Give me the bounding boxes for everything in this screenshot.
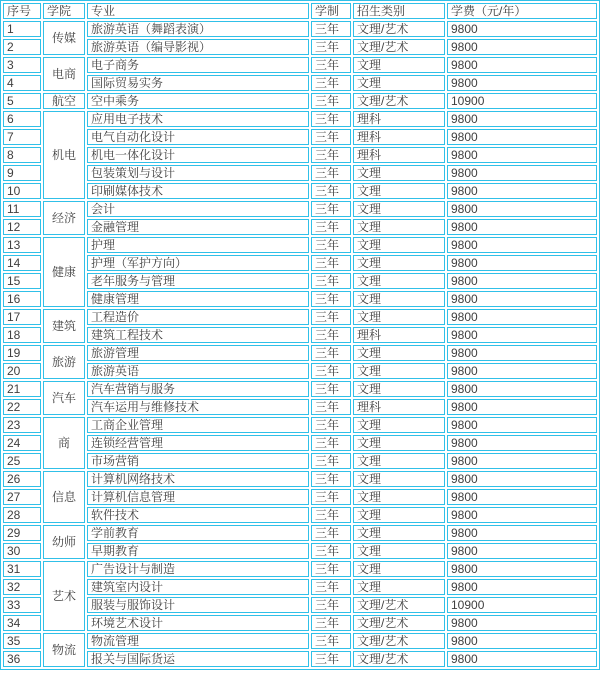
fee-cell: 10900 bbox=[447, 597, 597, 613]
major-cell: 早期教育 bbox=[87, 543, 309, 559]
duration-cell: 三年 bbox=[311, 363, 351, 379]
college-cell: 汽车 bbox=[43, 381, 85, 415]
major-cell: 建筑工程技术 bbox=[87, 327, 309, 343]
major-cell: 旅游英语（编导影视） bbox=[87, 39, 309, 55]
college-cell: 艺术 bbox=[43, 561, 85, 631]
fee-cell: 9800 bbox=[447, 75, 597, 91]
table-row bbox=[3, 399, 597, 415]
row-number-cell: 34 bbox=[3, 615, 41, 631]
category-cell: 文理 bbox=[353, 345, 445, 361]
category-cell: 文理/艺术 bbox=[353, 93, 445, 109]
category-cell: 文理 bbox=[353, 453, 445, 469]
major-cell: 护理（军护方向） bbox=[87, 255, 309, 271]
row-number-cell: 15 bbox=[3, 273, 41, 289]
fee-cell: 9800 bbox=[447, 237, 597, 253]
duration-cell: 三年 bbox=[311, 327, 351, 343]
row-number-cell: 33 bbox=[3, 597, 41, 613]
table-row bbox=[3, 633, 597, 649]
major-cell: 电子商务 bbox=[87, 57, 309, 73]
duration-cell: 三年 bbox=[311, 21, 351, 37]
duration-cell: 三年 bbox=[311, 417, 351, 433]
major-cell: 学前教育 bbox=[87, 525, 309, 541]
fee-cell: 9800 bbox=[447, 633, 597, 649]
fee-cell: 9800 bbox=[447, 273, 597, 289]
duration-cell: 三年 bbox=[311, 165, 351, 181]
category-cell: 理科 bbox=[353, 111, 445, 127]
major-cell: 会计 bbox=[87, 201, 309, 217]
duration-cell: 三年 bbox=[311, 543, 351, 559]
table-row bbox=[3, 363, 597, 379]
category-cell: 文理/艺术 bbox=[353, 633, 445, 649]
row-number-cell: 29 bbox=[3, 525, 41, 541]
category-cell: 文理 bbox=[353, 561, 445, 577]
major-cell: 包装策划与设计 bbox=[87, 165, 309, 181]
fee-cell: 9800 bbox=[447, 543, 597, 559]
category-cell: 文理/艺术 bbox=[353, 597, 445, 613]
category-cell: 文理/艺术 bbox=[353, 615, 445, 631]
table-row bbox=[3, 417, 597, 433]
fee-cell: 9800 bbox=[447, 165, 597, 181]
table-row bbox=[3, 129, 597, 145]
category-cell: 文理/艺术 bbox=[353, 39, 445, 55]
fee-cell: 9800 bbox=[447, 255, 597, 271]
fee-cell: 9800 bbox=[447, 39, 597, 55]
duration-cell: 三年 bbox=[311, 453, 351, 469]
table-row bbox=[3, 651, 597, 667]
fee-cell: 9800 bbox=[447, 651, 597, 667]
duration-cell: 三年 bbox=[311, 399, 351, 415]
major-cell: 广告设计与制造 bbox=[87, 561, 309, 577]
major-cell: 印刷媒体技术 bbox=[87, 183, 309, 199]
fee-cell: 9800 bbox=[447, 309, 597, 325]
category-cell: 文理 bbox=[353, 489, 445, 505]
major-cell: 市场营销 bbox=[87, 453, 309, 469]
fee-cell: 9800 bbox=[447, 327, 597, 343]
major-cell: 国际贸易实务 bbox=[87, 75, 309, 91]
category-cell: 文理 bbox=[353, 471, 445, 487]
row-number-cell: 11 bbox=[3, 201, 41, 217]
duration-cell: 三年 bbox=[311, 147, 351, 163]
table-row bbox=[3, 183, 597, 199]
category-cell: 文理 bbox=[353, 291, 445, 307]
fee-cell: 9800 bbox=[447, 147, 597, 163]
table-row bbox=[3, 255, 597, 271]
category-cell: 文理 bbox=[353, 165, 445, 181]
col-header-no: 序号 bbox=[3, 3, 41, 19]
row-number-cell: 3 bbox=[3, 57, 41, 73]
table-row bbox=[3, 75, 597, 91]
row-number-cell: 30 bbox=[3, 543, 41, 559]
major-cell: 工商企业管理 bbox=[87, 417, 309, 433]
row-number-cell: 6 bbox=[3, 111, 41, 127]
row-number-cell: 27 bbox=[3, 489, 41, 505]
major-cell: 建筑室内设计 bbox=[87, 579, 309, 595]
major-cell: 计算机网络技术 bbox=[87, 471, 309, 487]
fee-cell: 9800 bbox=[447, 21, 597, 37]
row-number-cell: 32 bbox=[3, 579, 41, 595]
table-row bbox=[3, 327, 597, 343]
row-number-cell: 12 bbox=[3, 219, 41, 235]
row-number-cell: 16 bbox=[3, 291, 41, 307]
category-cell: 文理 bbox=[353, 525, 445, 541]
category-cell: 文理 bbox=[353, 309, 445, 325]
category-cell: 文理/艺术 bbox=[353, 651, 445, 667]
major-cell: 旅游管理 bbox=[87, 345, 309, 361]
category-cell: 理科 bbox=[353, 147, 445, 163]
row-number-cell: 26 bbox=[3, 471, 41, 487]
row-number-cell: 22 bbox=[3, 399, 41, 415]
college-cell: 机电 bbox=[43, 111, 85, 199]
category-cell: 文理/艺术 bbox=[353, 21, 445, 37]
college-cell: 幼师 bbox=[43, 525, 85, 559]
row-number-cell: 4 bbox=[3, 75, 41, 91]
category-cell: 理科 bbox=[353, 327, 445, 343]
table-row bbox=[3, 345, 597, 361]
college-cell: 健康 bbox=[43, 237, 85, 307]
row-number-cell: 25 bbox=[3, 453, 41, 469]
row-number-cell: 10 bbox=[3, 183, 41, 199]
table-row bbox=[3, 57, 597, 73]
category-cell: 文理 bbox=[353, 57, 445, 73]
table-row bbox=[3, 471, 597, 487]
duration-cell: 三年 bbox=[311, 561, 351, 577]
row-number-cell: 17 bbox=[3, 309, 41, 325]
duration-cell: 三年 bbox=[311, 579, 351, 595]
fee-cell: 9800 bbox=[447, 417, 597, 433]
major-cell: 老年服务与管理 bbox=[87, 273, 309, 289]
fee-cell: 9800 bbox=[447, 111, 597, 127]
row-number-cell: 18 bbox=[3, 327, 41, 343]
header-row bbox=[3, 3, 597, 19]
category-cell: 文理 bbox=[353, 435, 445, 451]
table-row bbox=[3, 39, 597, 55]
duration-cell: 三年 bbox=[311, 507, 351, 523]
duration-cell: 三年 bbox=[311, 615, 351, 631]
major-cell: 环境艺术设计 bbox=[87, 615, 309, 631]
college-cell: 商 bbox=[43, 417, 85, 469]
table-row bbox=[3, 147, 597, 163]
row-number-cell: 1 bbox=[3, 21, 41, 37]
table-row bbox=[3, 21, 597, 37]
row-number-cell: 20 bbox=[3, 363, 41, 379]
table-row bbox=[3, 201, 597, 217]
major-cell: 物流管理 bbox=[87, 633, 309, 649]
major-cell: 应用电子技术 bbox=[87, 111, 309, 127]
major-cell: 汽车运用与维修技术 bbox=[87, 399, 309, 415]
major-cell: 连锁经营管理 bbox=[87, 435, 309, 451]
table-row bbox=[3, 93, 597, 109]
major-cell: 旅游英语（舞蹈表演） bbox=[87, 21, 309, 37]
fee-cell: 9800 bbox=[447, 183, 597, 199]
fee-cell: 9800 bbox=[447, 345, 597, 361]
major-cell: 报关与国际货运 bbox=[87, 651, 309, 667]
college-cell: 传媒 bbox=[43, 21, 85, 55]
category-cell: 文理 bbox=[353, 579, 445, 595]
table-row bbox=[3, 615, 597, 631]
row-number-cell: 9 bbox=[3, 165, 41, 181]
category-cell: 文理 bbox=[353, 417, 445, 433]
duration-cell: 三年 bbox=[311, 201, 351, 217]
fee-cell: 10900 bbox=[447, 93, 597, 109]
col-header-category: 招生类别 bbox=[353, 3, 445, 19]
duration-cell: 三年 bbox=[311, 489, 351, 505]
col-header-fee: 学费（元/年） bbox=[447, 3, 597, 19]
duration-cell: 三年 bbox=[311, 75, 351, 91]
major-cell: 空中乘务 bbox=[87, 93, 309, 109]
duration-cell: 三年 bbox=[311, 525, 351, 541]
category-cell: 文理 bbox=[353, 273, 445, 289]
table-row bbox=[3, 579, 597, 595]
major-cell: 服装与服饰设计 bbox=[87, 597, 309, 613]
category-cell: 文理 bbox=[353, 363, 445, 379]
fee-cell: 9800 bbox=[447, 507, 597, 523]
fee-cell: 9800 bbox=[447, 579, 597, 595]
college-cell: 信息 bbox=[43, 471, 85, 523]
fee-cell: 9800 bbox=[447, 435, 597, 451]
row-number-cell: 7 bbox=[3, 129, 41, 145]
col-header-duration: 学制 bbox=[311, 3, 351, 19]
table-row bbox=[3, 111, 597, 127]
col-header-major: 专业 bbox=[87, 3, 309, 19]
major-cell: 电气自动化设计 bbox=[87, 129, 309, 145]
fee-cell: 9800 bbox=[447, 615, 597, 631]
row-number-cell: 24 bbox=[3, 435, 41, 451]
row-number-cell: 21 bbox=[3, 381, 41, 397]
duration-cell: 三年 bbox=[311, 471, 351, 487]
duration-cell: 三年 bbox=[311, 633, 351, 649]
row-number-cell: 28 bbox=[3, 507, 41, 523]
table-row bbox=[3, 507, 597, 523]
major-cell: 护理 bbox=[87, 237, 309, 253]
row-number-cell: 13 bbox=[3, 237, 41, 253]
duration-cell: 三年 bbox=[311, 93, 351, 109]
duration-cell: 三年 bbox=[311, 255, 351, 271]
table-row bbox=[3, 291, 597, 307]
major-cell: 金融管理 bbox=[87, 219, 309, 235]
table-row bbox=[3, 453, 597, 469]
major-cell: 机电一体化设计 bbox=[87, 147, 309, 163]
fee-cell: 9800 bbox=[447, 291, 597, 307]
fee-cell: 9800 bbox=[447, 57, 597, 73]
fee-cell: 9800 bbox=[447, 471, 597, 487]
table-row bbox=[3, 219, 597, 235]
duration-cell: 三年 bbox=[311, 309, 351, 325]
major-cell: 计算机信息管理 bbox=[87, 489, 309, 505]
row-number-cell: 35 bbox=[3, 633, 41, 649]
duration-cell: 三年 bbox=[311, 57, 351, 73]
duration-cell: 三年 bbox=[311, 111, 351, 127]
fee-cell: 9800 bbox=[447, 453, 597, 469]
category-cell: 文理 bbox=[353, 543, 445, 559]
college-cell: 经济 bbox=[43, 201, 85, 235]
duration-cell: 三年 bbox=[311, 183, 351, 199]
major-cell: 健康管理 bbox=[87, 291, 309, 307]
col-header-college: 学院 bbox=[43, 3, 85, 19]
row-number-cell: 23 bbox=[3, 417, 41, 433]
college-cell: 物流 bbox=[43, 633, 85, 667]
major-cell: 软件技术 bbox=[87, 507, 309, 523]
table-row bbox=[3, 597, 597, 613]
category-cell: 文理 bbox=[353, 381, 445, 397]
college-cell: 旅游 bbox=[43, 345, 85, 379]
fee-cell: 9800 bbox=[447, 489, 597, 505]
category-cell: 文理 bbox=[353, 183, 445, 199]
category-cell: 文理 bbox=[353, 237, 445, 253]
major-cell: 汽车营销与服务 bbox=[87, 381, 309, 397]
college-cell: 建筑 bbox=[43, 309, 85, 343]
table-row bbox=[3, 309, 597, 325]
fee-cell: 9800 bbox=[447, 201, 597, 217]
fee-cell: 9800 bbox=[447, 219, 597, 235]
table-row bbox=[3, 525, 597, 541]
college-cell: 电商 bbox=[43, 57, 85, 91]
duration-cell: 三年 bbox=[311, 219, 351, 235]
table-row bbox=[3, 435, 597, 451]
college-cell: 航空 bbox=[43, 93, 85, 109]
table-row bbox=[3, 273, 597, 289]
fee-cell: 9800 bbox=[447, 525, 597, 541]
row-number-cell: 36 bbox=[3, 651, 41, 667]
duration-cell: 三年 bbox=[311, 381, 351, 397]
duration-cell: 三年 bbox=[311, 237, 351, 253]
category-cell: 文理 bbox=[353, 201, 445, 217]
row-number-cell: 8 bbox=[3, 147, 41, 163]
row-number-cell: 5 bbox=[3, 93, 41, 109]
duration-cell: 三年 bbox=[311, 345, 351, 361]
fee-cell: 9800 bbox=[447, 129, 597, 145]
category-cell: 文理 bbox=[353, 255, 445, 271]
table-body bbox=[3, 21, 597, 667]
row-number-cell: 31 bbox=[3, 561, 41, 577]
fee-cell: 9800 bbox=[447, 381, 597, 397]
table-row bbox=[3, 489, 597, 505]
duration-cell: 三年 bbox=[311, 651, 351, 667]
row-number-cell: 14 bbox=[3, 255, 41, 271]
major-cell: 工程造价 bbox=[87, 309, 309, 325]
table-row bbox=[3, 165, 597, 181]
fee-cell: 9800 bbox=[447, 363, 597, 379]
table-row bbox=[3, 237, 597, 253]
row-number-cell: 19 bbox=[3, 345, 41, 361]
fee-cell: 9800 bbox=[447, 399, 597, 415]
table-row bbox=[3, 381, 597, 397]
duration-cell: 三年 bbox=[311, 39, 351, 55]
duration-cell: 三年 bbox=[311, 273, 351, 289]
duration-cell: 三年 bbox=[311, 597, 351, 613]
row-number-cell: 2 bbox=[3, 39, 41, 55]
duration-cell: 三年 bbox=[311, 435, 351, 451]
table-row bbox=[3, 561, 597, 577]
duration-cell: 三年 bbox=[311, 129, 351, 145]
category-cell: 理科 bbox=[353, 399, 445, 415]
category-cell: 文理 bbox=[353, 75, 445, 91]
duration-cell: 三年 bbox=[311, 291, 351, 307]
category-cell: 文理 bbox=[353, 219, 445, 235]
category-cell: 理科 bbox=[353, 129, 445, 145]
fee-cell: 9800 bbox=[447, 561, 597, 577]
table-row bbox=[3, 543, 597, 559]
major-cell: 旅游英语 bbox=[87, 363, 309, 379]
category-cell: 文理 bbox=[353, 507, 445, 523]
